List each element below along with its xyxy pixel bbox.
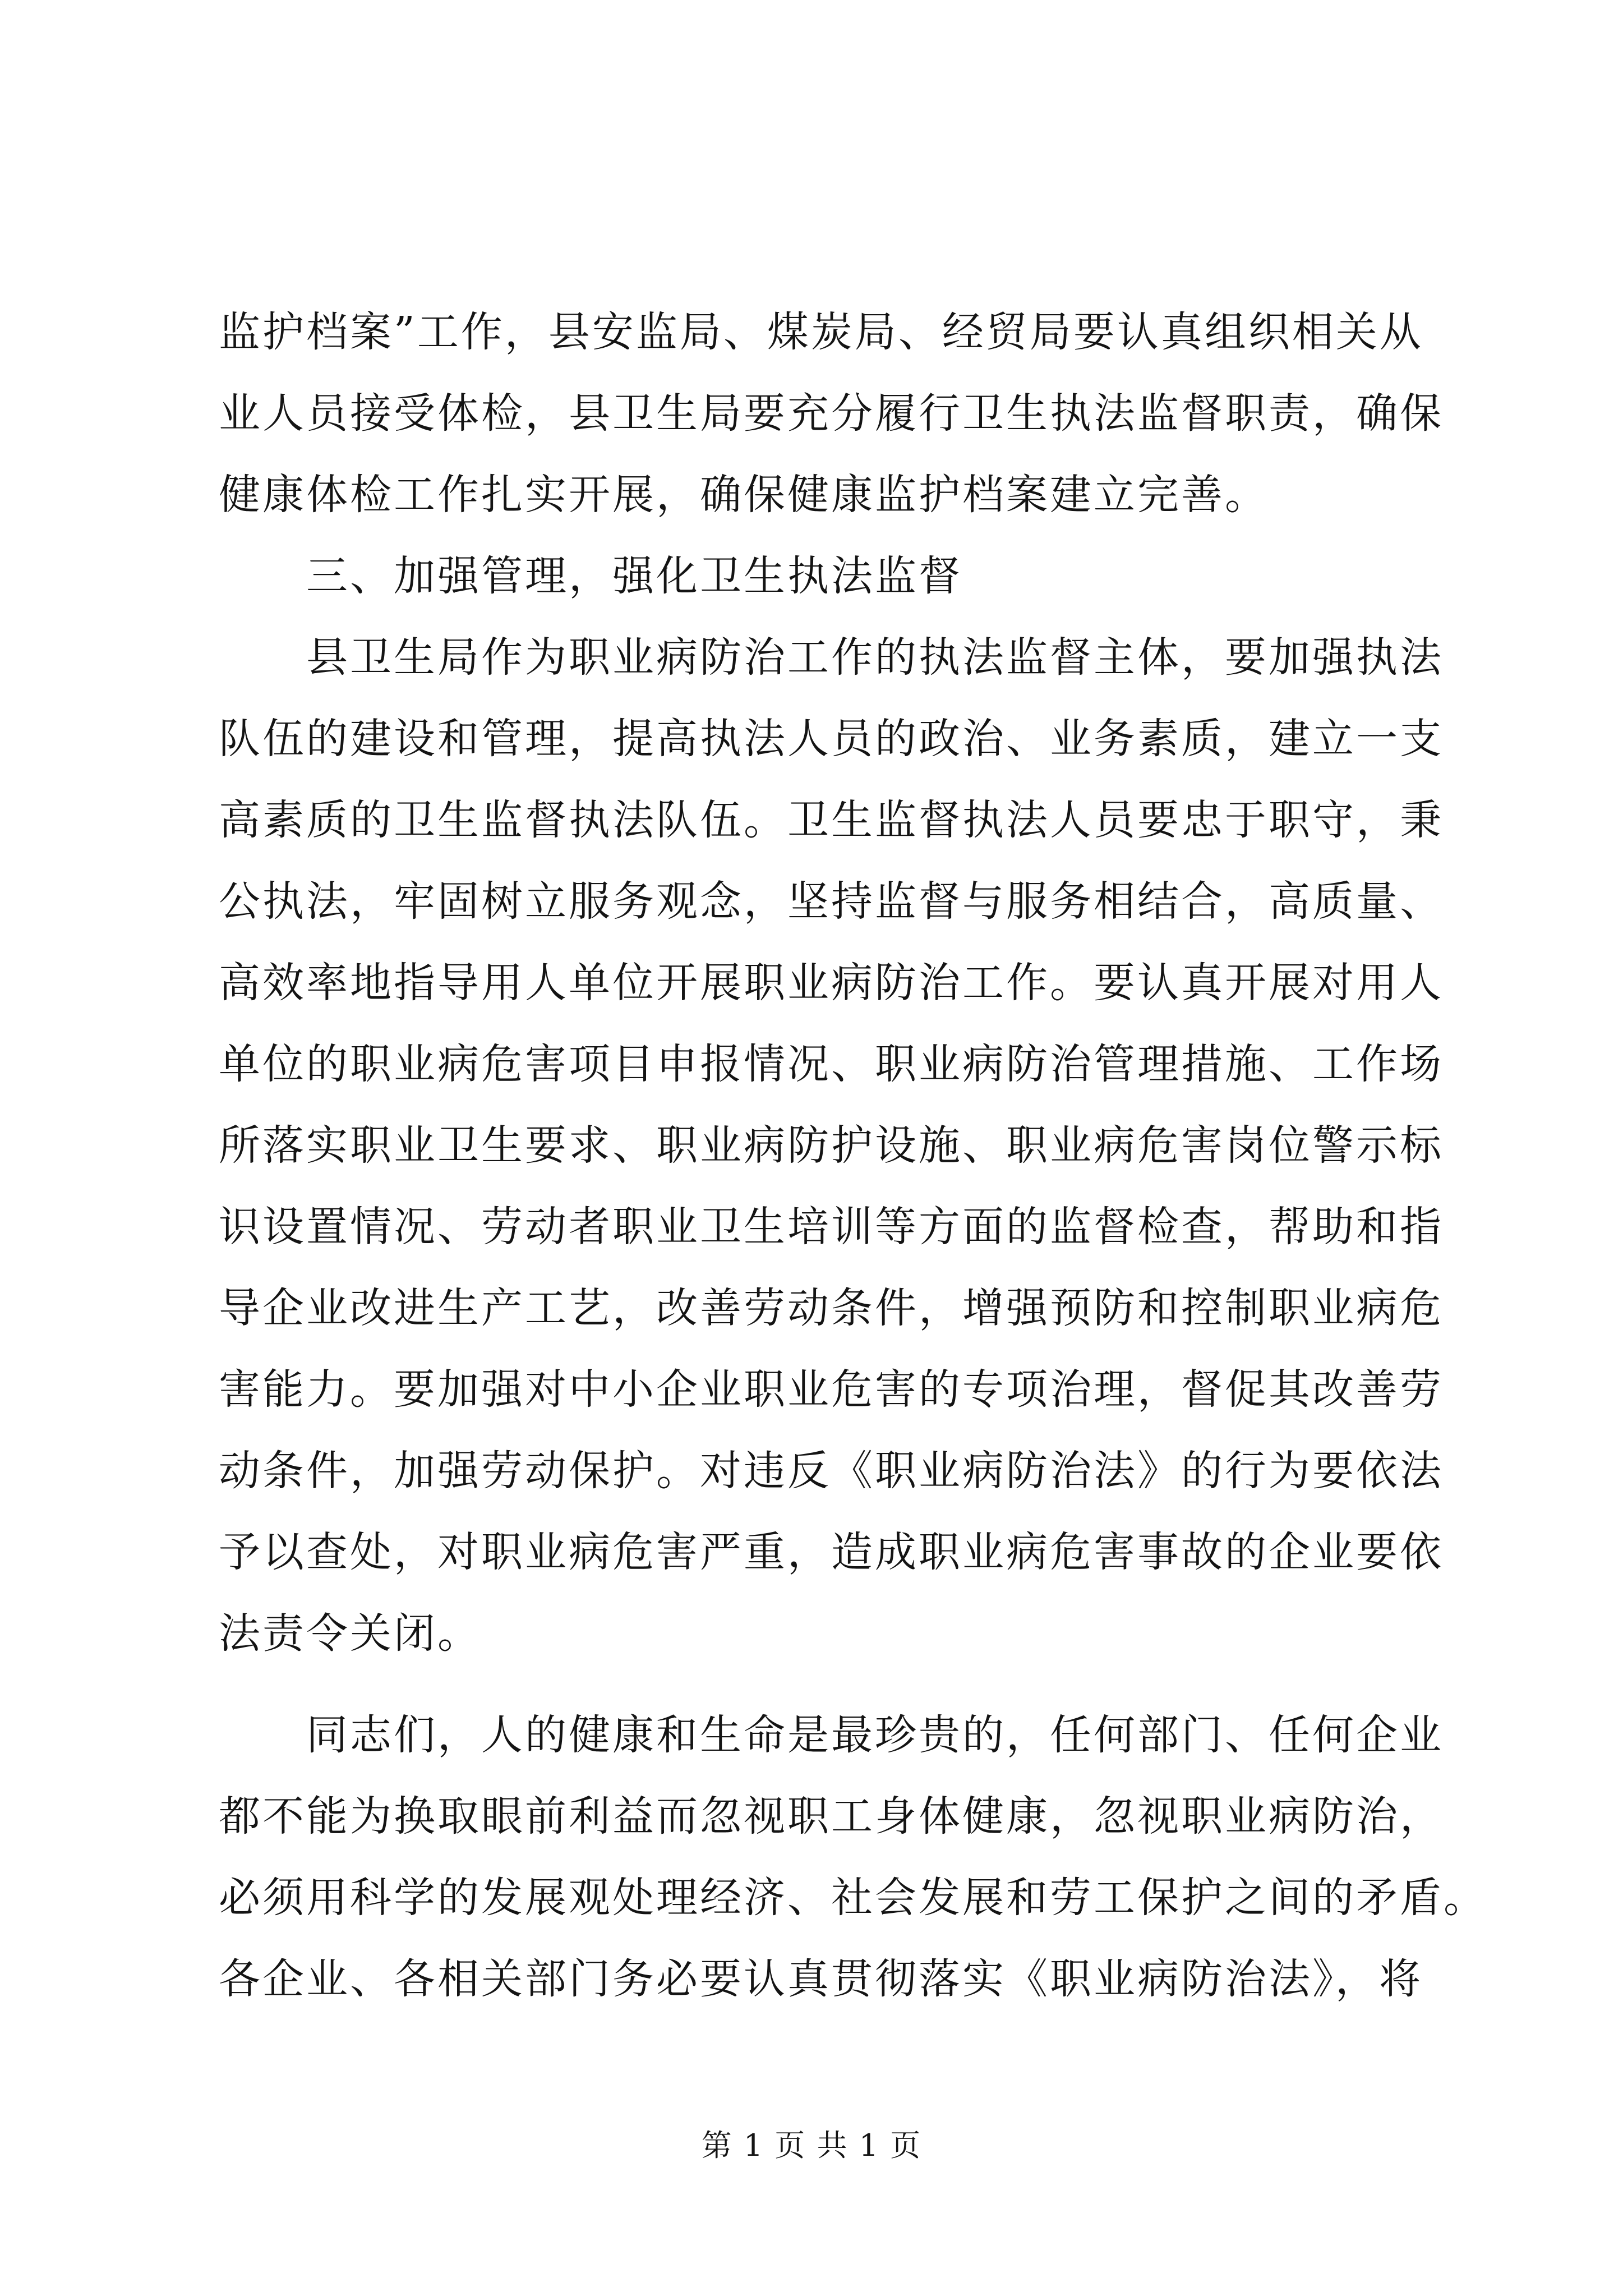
text-line: 动条件，加强劳动保护。对违反《职业病防治法》的行为要依法 [219, 1447, 1444, 1495]
text-line: 同志们，人的健康和生命是最珍贵的，任何部门、任何企业 [306, 1711, 1444, 1759]
paragraph-enforcement [219, 617, 1444, 1674]
text-line: 法责令关闭。 [219, 1609, 481, 1658]
text-line: 都不能为换取眼前利益而忽视职工身体健康，忽视职业病防治， [219, 1792, 1444, 1841]
text-line: 高素质的卫生监督执法队伍。卫生监督执法人员要忠于职守，秉 [219, 796, 1444, 844]
paragraph-closing [219, 1695, 1487, 2020]
text-line: 害能力。要加强对中小企业职业危害的专项治理，督促其改善劳 [219, 1365, 1444, 1414]
page-number-footer: 第 1 页 共 1 页 [701, 2128, 922, 2163]
text-line: 识设置情况、劳动者职业卫生培训等方面的监督检查，帮助和指 [219, 1203, 1444, 1251]
section-heading: 三、加强管理，强化卫生执法监督 [306, 552, 962, 600]
text-line: 健康体检工作扎实开展，确保健康监护档案建立完善。 [219, 471, 1269, 519]
document-body [219, 292, 1487, 2020]
text-line: 予以查处，对职业病危害严重，造成职业病危害事故的企业要依 [219, 1528, 1444, 1576]
text-line: 各企业、各相关部门务必要认真贯彻落实《职业病防治法》，将 [219, 1955, 1423, 2003]
text-line: 所落实职业卫生要求、职业病防护设施、职业病危害岗位警示标 [219, 1121, 1444, 1170]
text-line: 单位的职业病危害项目申报情况、职业病防治管理措施、工作场 [219, 1040, 1444, 1088]
continuation-paragraph [219, 292, 1444, 536]
text-line: 公执法，牢固树立服务观念，坚持监督与服务相结合，高质量、 [219, 877, 1444, 926]
text-line: 高效率地指导用人单位开展职业病防治工作。要认真开展对用人 [219, 959, 1444, 1007]
text-line: 队伍的建设和管理，提高执法人员的政治、业务素质，建立一支 [219, 715, 1444, 763]
text-line: 必须用科学的发展观处理经济、社会发展和劳工保护之间的矛盾。 [219, 1874, 1487, 1922]
text-line: 县卫生局作为职业病防治工作的执法监督主体，要加强执法 [306, 633, 1444, 682]
text-line: 业人员接受体检，县卫生局要充分履行卫生执法监督职责，确保 [219, 389, 1444, 438]
text-line: 监护档案”工作，县安监局、煤炭局、经贸局要认真组织相关从 [219, 308, 1423, 356]
text-line: 导企业改进生产工艺，改善劳动条件，增强预防和控制职业病危 [219, 1284, 1444, 1332]
